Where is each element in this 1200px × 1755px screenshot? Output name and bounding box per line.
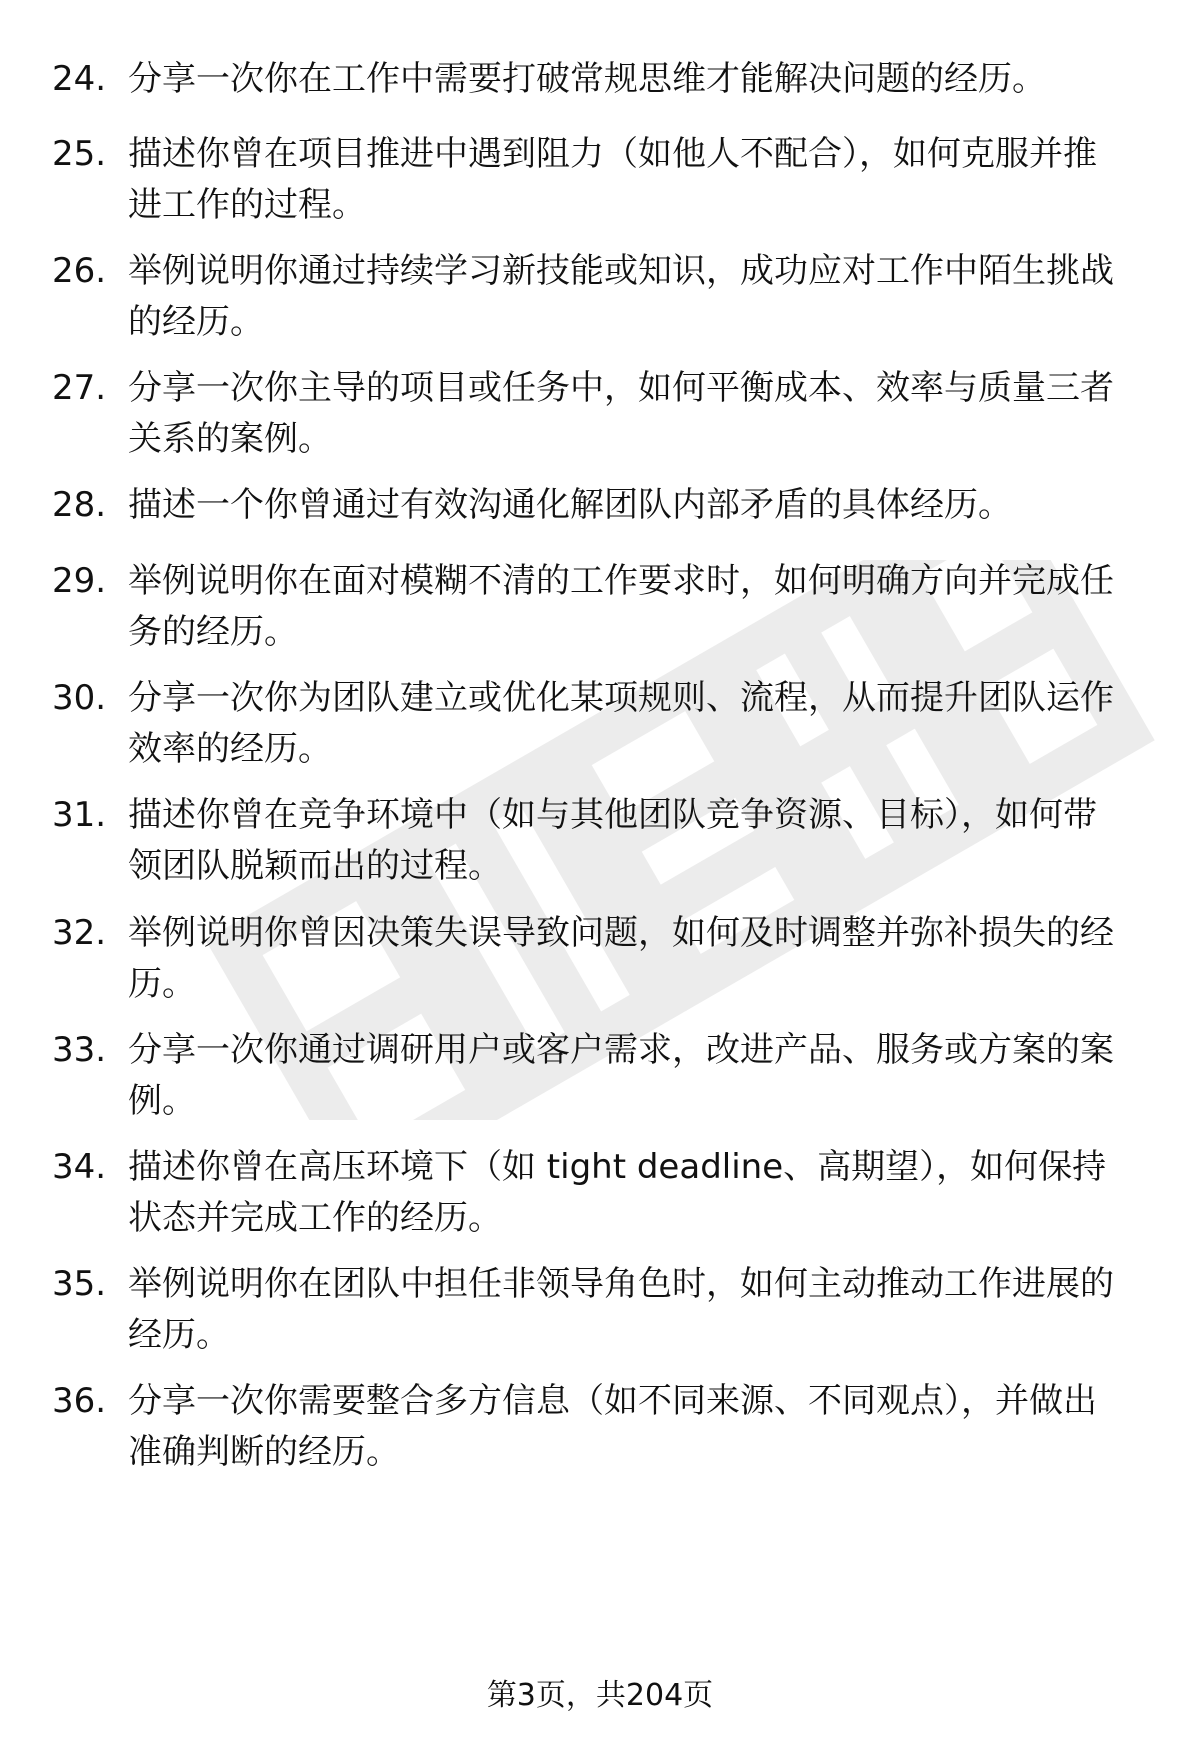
item-number: 32. (52, 913, 107, 953)
item-text: 举例说明你通过持续学习新技能或知识，成功应对工作中陌生挑战的经历。 (128, 251, 1114, 342)
item-number: 30. (52, 678, 107, 718)
item-number: 36. (52, 1381, 107, 1421)
item-text: 描述你曾在高压环境下（如 tight deadline、高期望），如何保持状态并完成工作的经历。 (128, 1147, 1107, 1238)
list-item (52, 246, 1152, 348)
item-text: 分享一次你主导的项目或任务中，如何平衡成本、效率与质量三者关系的案例。 (128, 368, 1114, 459)
item-number: 35. (52, 1264, 107, 1304)
item-number: 26. (52, 251, 107, 291)
item-text: 举例说明你曾因决策失误导致问题，如何及时调整并弥补损失的经历。 (128, 913, 1114, 1004)
item-text: 分享一次你通过调研用户或客户需求，改进产品、服务或方案的案例。 (128, 1030, 1114, 1121)
item-number: 29. (52, 561, 107, 601)
list-item (52, 363, 1152, 465)
item-number: 34. (52, 1147, 107, 1187)
item-text: 描述你曾在竞争环境中（如与其他团队竞争资源、目标），如何带领团队脱颖而出的过程。 (128, 795, 1097, 886)
list-item (52, 908, 1152, 1010)
item-text: 分享一次你在工作中需要打破常规思维才能解决问题的经历。 (128, 59, 1046, 99)
page-number: 第3页，共204页 (486, 1678, 714, 1713)
list-item (52, 1025, 1152, 1127)
item-number: 24. (52, 59, 107, 99)
list-item (52, 673, 1152, 775)
list-item (52, 129, 1152, 231)
item-number: 33. (52, 1030, 107, 1070)
item-number: 25. (52, 134, 107, 174)
list-item (52, 556, 1152, 658)
item-number: 31. (52, 795, 107, 835)
list-item (52, 1259, 1152, 1361)
item-text: 描述一个你曾通过有效沟通化解团队内部矛盾的具体经历。 (128, 485, 1012, 525)
list-item (52, 480, 1152, 531)
item-text: 分享一次你需要整合多方信息（如不同来源、不同观点），并做出准确判断的经历。 (128, 1381, 1097, 1472)
list-item (52, 1142, 1152, 1244)
list-item (52, 54, 1152, 105)
item-text: 分享一次你为团队建立或优化某项规则、流程，从而提升团队运作效率的经历。 (128, 678, 1114, 769)
list-item (52, 1376, 1152, 1478)
item-number: 28. (52, 485, 107, 525)
item-number: 27. (52, 368, 107, 408)
item-text: 举例说明你在团队中担任非领导角色时，如何主动推动工作进展的经历。 (128, 1264, 1114, 1355)
list-item (52, 790, 1152, 892)
item-text: 描述你曾在项目推进中遇到阻力（如他人不配合），如何克服并推进工作的过程。 (128, 134, 1097, 225)
item-text: 举例说明你在面对模糊不清的工作要求时，如何明确方向并完成任务的经历。 (128, 561, 1114, 652)
